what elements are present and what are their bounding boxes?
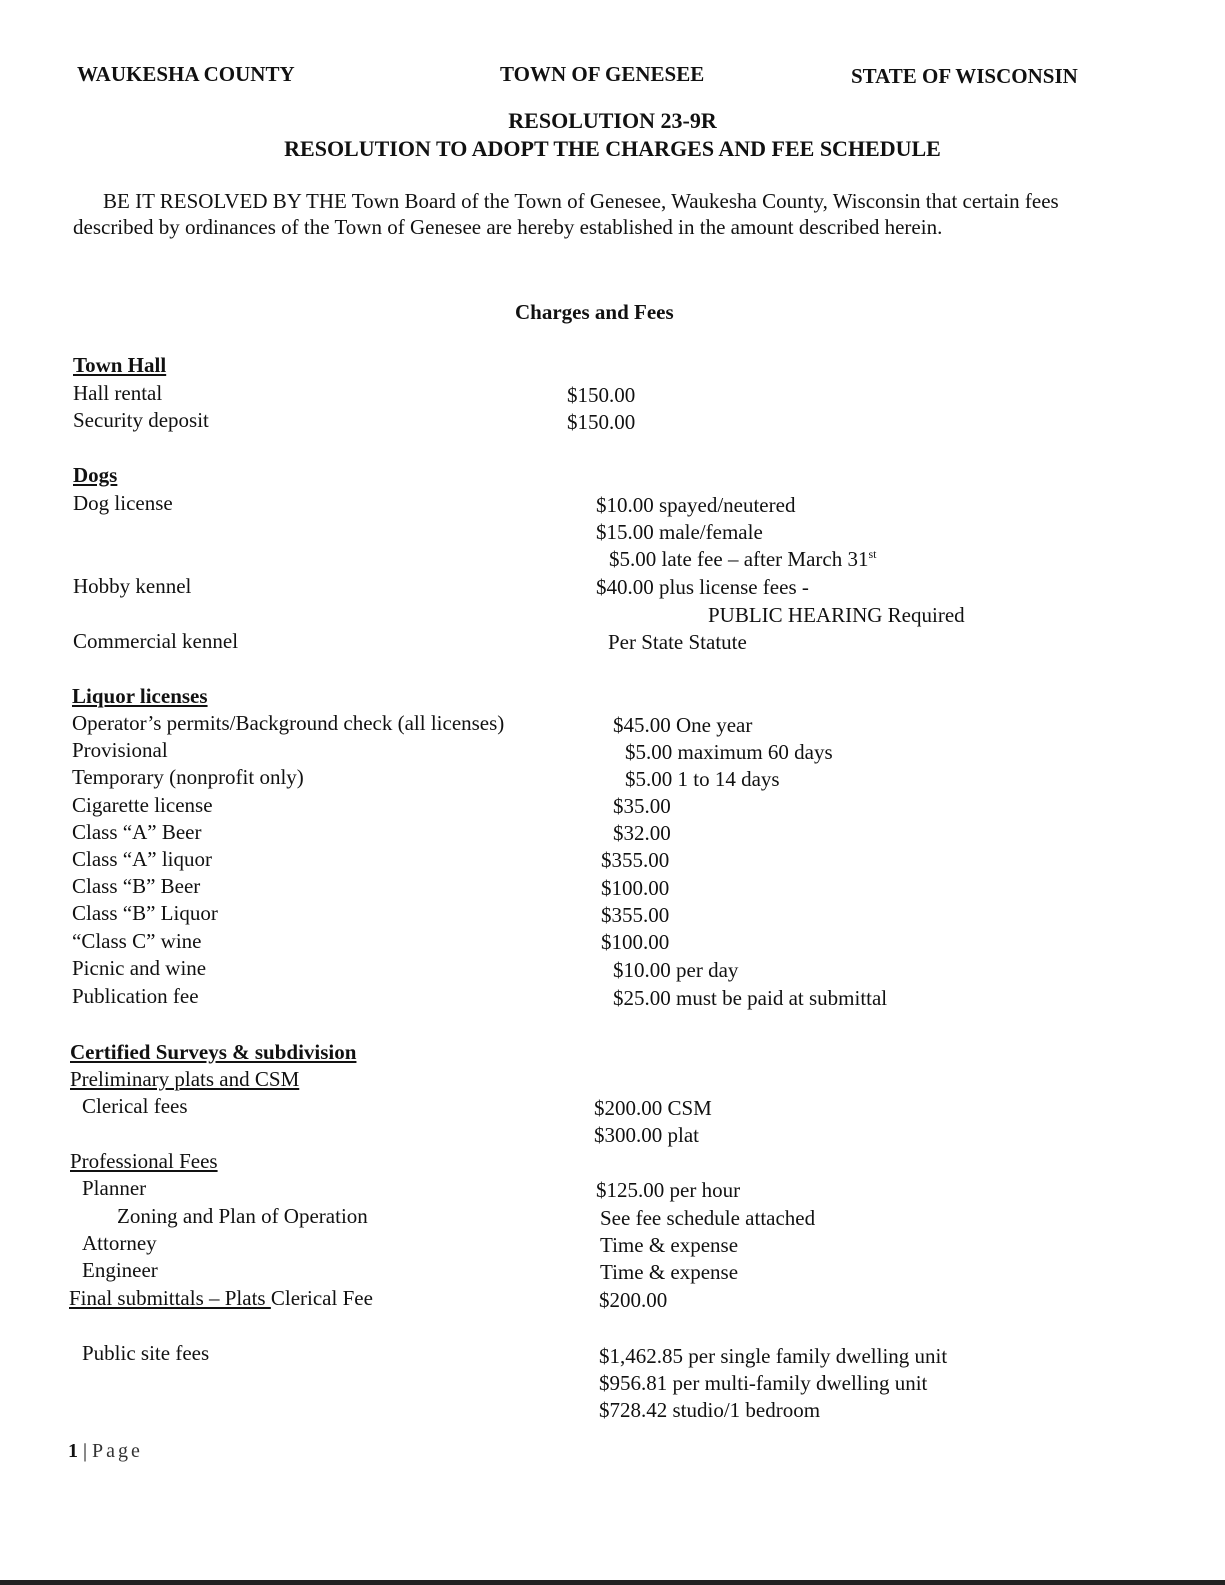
page-footer bbox=[68, 1440, 143, 1463]
liquor-label-provisional: Provisional bbox=[72, 738, 168, 762]
zoning-label: Zoning and Plan of Operation bbox=[117, 1204, 368, 1228]
attorney-label: Attorney bbox=[82, 1231, 157, 1255]
hall-rental-fee: $150.00 bbox=[567, 383, 636, 407]
preliminary-plats-heading: Preliminary plats and CSM bbox=[70, 1067, 300, 1091]
planner-fee: $125.00 per hour bbox=[596, 1178, 741, 1202]
commercial-kennel-fee: Per State Statute bbox=[608, 630, 747, 654]
liquor-licenses-heading: Liquor licenses bbox=[72, 684, 208, 708]
professional-fees-heading: Professional Fees bbox=[70, 1149, 218, 1173]
liquor-label-operator: Operator’s permits/Background check (all licenses) bbox=[72, 711, 505, 735]
final-submittals-heading: Final submittals – Plats bbox=[69, 1286, 271, 1310]
resolution-number: RESOLUTION 23-9R bbox=[508, 108, 717, 133]
liquor-label-class-a-liquor: Class “A” liquor bbox=[72, 847, 212, 871]
final-clerical-fee: $200.00 bbox=[599, 1288, 668, 1312]
public-site-fee-multi: $956.81 per multi-family dwelling unit bbox=[599, 1371, 928, 1395]
zoning-fee: See fee schedule attached bbox=[600, 1206, 816, 1230]
liquor-label-class-b-beer: Class “B” Beer bbox=[72, 874, 201, 898]
resolution-title: RESOLUTION TO ADOPT THE CHARGES AND FEE SCHEDULE bbox=[284, 136, 941, 161]
liquor-fee-class-c-wine: $100.00 bbox=[601, 930, 670, 954]
header-state: STATE OF WISCONSIN bbox=[851, 64, 1078, 88]
final-submittals-row bbox=[69, 1286, 373, 1311]
public-site-label: Public site fees bbox=[82, 1341, 210, 1365]
liquor-fee-provisional: $5.00 maximum 60 days bbox=[625, 740, 833, 764]
clerical-fee-csm: $200.00 CSM bbox=[594, 1096, 712, 1120]
liquor-label-publication: Publication fee bbox=[72, 984, 199, 1008]
public-site-fee-single: $1,462.85 per single family dwelling unit bbox=[599, 1344, 948, 1368]
liquor-fee-publication: $25.00 must be paid at submittal bbox=[613, 986, 888, 1010]
page-word: Page bbox=[92, 1440, 143, 1462]
dog-license-label: Dog license bbox=[73, 491, 173, 515]
engineer-label: Engineer bbox=[82, 1258, 158, 1282]
liquor-fee-cigarette: $35.00 bbox=[613, 794, 671, 818]
liquor-label-cigarette: Cigarette license bbox=[72, 793, 213, 817]
surveys-heading: Certified Surveys & subdivision bbox=[70, 1040, 357, 1064]
commercial-kennel-label: Commercial kennel bbox=[73, 629, 239, 653]
town-hall-heading: Town Hall bbox=[73, 353, 167, 377]
page-bottom-edge bbox=[0, 1580, 1225, 1585]
liquor-fee-class-a-liquor: $355.00 bbox=[601, 848, 670, 872]
attorney-fee: Time & expense bbox=[600, 1233, 739, 1257]
liquor-fee-picnic: $10.00 per day bbox=[613, 958, 739, 982]
clerical-fee-plat: $300.00 plat bbox=[594, 1123, 699, 1147]
charges-fees-heading: Charges and Fees bbox=[515, 300, 674, 324]
header-town: TOWN OF GENESEE bbox=[500, 62, 705, 86]
hall-rental-label: Hall rental bbox=[73, 381, 163, 405]
intro-paragraph: BE IT RESOLVED BY THE Town Board of the Town of Genesee, Waukesha County, Wisconsin that certain fees described by ordinances of the Town of Genesee are hereby established in the amount described herein. bbox=[73, 189, 1059, 239]
security-deposit-label: Security deposit bbox=[73, 408, 209, 432]
dog-license-fee-male-female: $15.00 male/female bbox=[596, 520, 763, 544]
liquor-fee-temporary: $5.00 1 to 14 days bbox=[625, 767, 780, 791]
engineer-fee: Time & expense bbox=[600, 1260, 739, 1284]
public-site-fee-studio: $728.42 studio/1 bedroom bbox=[599, 1398, 821, 1422]
hobby-kennel-note: PUBLIC HEARING Required bbox=[708, 603, 965, 627]
liquor-label-class-b-liquor: Class “B” Liquor bbox=[72, 901, 218, 925]
liquor-fee-class-b-beer: $100.00 bbox=[601, 876, 670, 900]
page-number: 1 bbox=[68, 1440, 78, 1462]
dog-license-late-fee: $5.00 late fee – after March 31st bbox=[609, 547, 877, 571]
liquor-label-class-c-wine: “Class C” wine bbox=[72, 929, 202, 953]
liquor-fee-operator: $45.00 One year bbox=[613, 713, 753, 737]
liquor-fee-class-a-beer: $32.00 bbox=[613, 821, 671, 845]
final-clerical-label: Clerical Fee bbox=[270, 1286, 373, 1310]
liquor-label-class-a-beer: Class “A” Beer bbox=[72, 820, 202, 844]
clerical-fees-label: Clerical fees bbox=[82, 1094, 188, 1118]
dog-license-fee-spayed: $10.00 spayed/neutered bbox=[596, 493, 796, 517]
hobby-kennel-label: Hobby kennel bbox=[73, 574, 192, 598]
liquor-fee-class-b-liquor: $355.00 bbox=[601, 903, 670, 927]
hobby-kennel-fee: $40.00 plus license fees - bbox=[596, 575, 809, 599]
liquor-label-temporary: Temporary (nonprofit only) bbox=[72, 765, 304, 789]
page-separator: | bbox=[78, 1440, 93, 1462]
security-deposit-fee: $150.00 bbox=[567, 410, 636, 434]
liquor-label-picnic: Picnic and wine bbox=[72, 956, 207, 980]
header-county: WAUKESHA COUNTY bbox=[77, 62, 295, 86]
planner-label: Planner bbox=[82, 1176, 147, 1200]
dogs-heading: Dogs bbox=[73, 463, 118, 487]
